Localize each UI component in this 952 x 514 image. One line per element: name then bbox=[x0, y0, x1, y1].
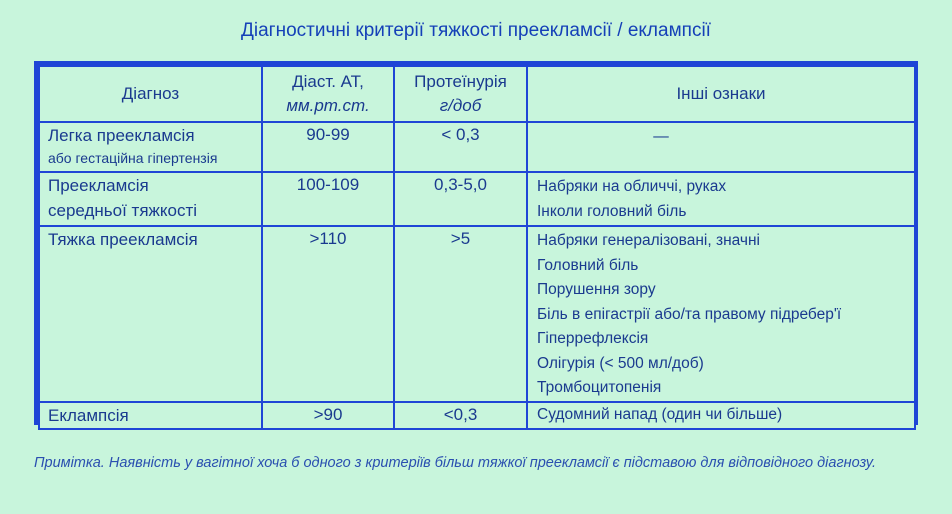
criteria-table-frame bbox=[34, 61, 918, 425]
row-diagnosis bbox=[39, 122, 262, 172]
diagnosis-label: Тяжка преекламсія bbox=[48, 230, 198, 249]
sign-item: Судомний напад (один чи більше) bbox=[537, 405, 783, 423]
page-title: Діагностичні критерії тяжкості преекламсії / еклампсії bbox=[241, 20, 711, 41]
header-proteinuria bbox=[394, 66, 527, 122]
criteria-table bbox=[38, 65, 916, 430]
table-row bbox=[39, 402, 915, 429]
sign-item: Біль в епігастрії або/та правому підребер'ї bbox=[537, 305, 842, 323]
sign-item: Набряки на обличчі, руках bbox=[537, 178, 727, 195]
sign-item: Олігурія (< 500 мл/доб) bbox=[537, 354, 704, 372]
row-pressure: 100-109 bbox=[262, 172, 394, 226]
row-pressure: >90 bbox=[262, 402, 394, 429]
header-pressure-label: Діаст. АТ, bbox=[292, 72, 364, 91]
header-pressure-unit: мм.рт.ст. bbox=[286, 96, 370, 115]
sign-item: Головний біль bbox=[537, 256, 639, 274]
footnote: Примітка. Наявність у вагітної хоча б одного з критеріїв більш тяжкої преекламсії є підставою для відповідного діагнозу. bbox=[34, 455, 877, 471]
row-pressure: 90-99 bbox=[262, 122, 394, 172]
diagnosis-sublabel: середньої тяжкості bbox=[48, 201, 198, 220]
sign-item: Набряки генералізовані, значні bbox=[537, 232, 760, 249]
row-pressure: >110 bbox=[262, 226, 394, 402]
diagnosis-label: Еклампсія bbox=[48, 405, 129, 425]
sign-item: Тромбоцитопенія bbox=[537, 379, 662, 396]
row-diagnosis bbox=[39, 172, 262, 226]
row-signs bbox=[527, 226, 915, 402]
table-header-row bbox=[39, 66, 915, 122]
row-proteinuria: 0,3-5,0 bbox=[394, 172, 527, 226]
sign-item: Гіперрефлексія bbox=[537, 330, 649, 347]
sign-item: — bbox=[653, 128, 669, 145]
sign-item: Порушення зору bbox=[537, 281, 656, 298]
table-row bbox=[39, 226, 915, 402]
sign-item: Інколи головний біль bbox=[537, 202, 687, 220]
header-other-signs: Інші ознаки bbox=[527, 66, 915, 122]
header-diagnosis: Діагноз bbox=[39, 66, 262, 122]
header-pressure bbox=[262, 66, 394, 122]
table-row bbox=[39, 172, 915, 226]
row-proteinuria: >5 bbox=[394, 226, 527, 402]
row-proteinuria: <0,3 bbox=[394, 402, 527, 429]
diagnosis-label: Преекламсія bbox=[48, 176, 149, 195]
row-signs bbox=[527, 172, 915, 226]
row-signs bbox=[527, 402, 915, 429]
header-proteinuria-label: Протеїнурія bbox=[414, 72, 507, 91]
diagnosis-label: Легка преекламсія bbox=[48, 126, 195, 145]
row-diagnosis bbox=[39, 402, 262, 429]
diagnosis-sublabel: або гестаційна гіпертензія bbox=[48, 150, 218, 166]
header-proteinuria-unit: г/доб bbox=[439, 96, 482, 115]
table-row bbox=[39, 122, 915, 172]
row-diagnosis bbox=[39, 226, 262, 402]
row-proteinuria: < 0,3 bbox=[394, 122, 527, 172]
row-signs bbox=[527, 122, 915, 172]
